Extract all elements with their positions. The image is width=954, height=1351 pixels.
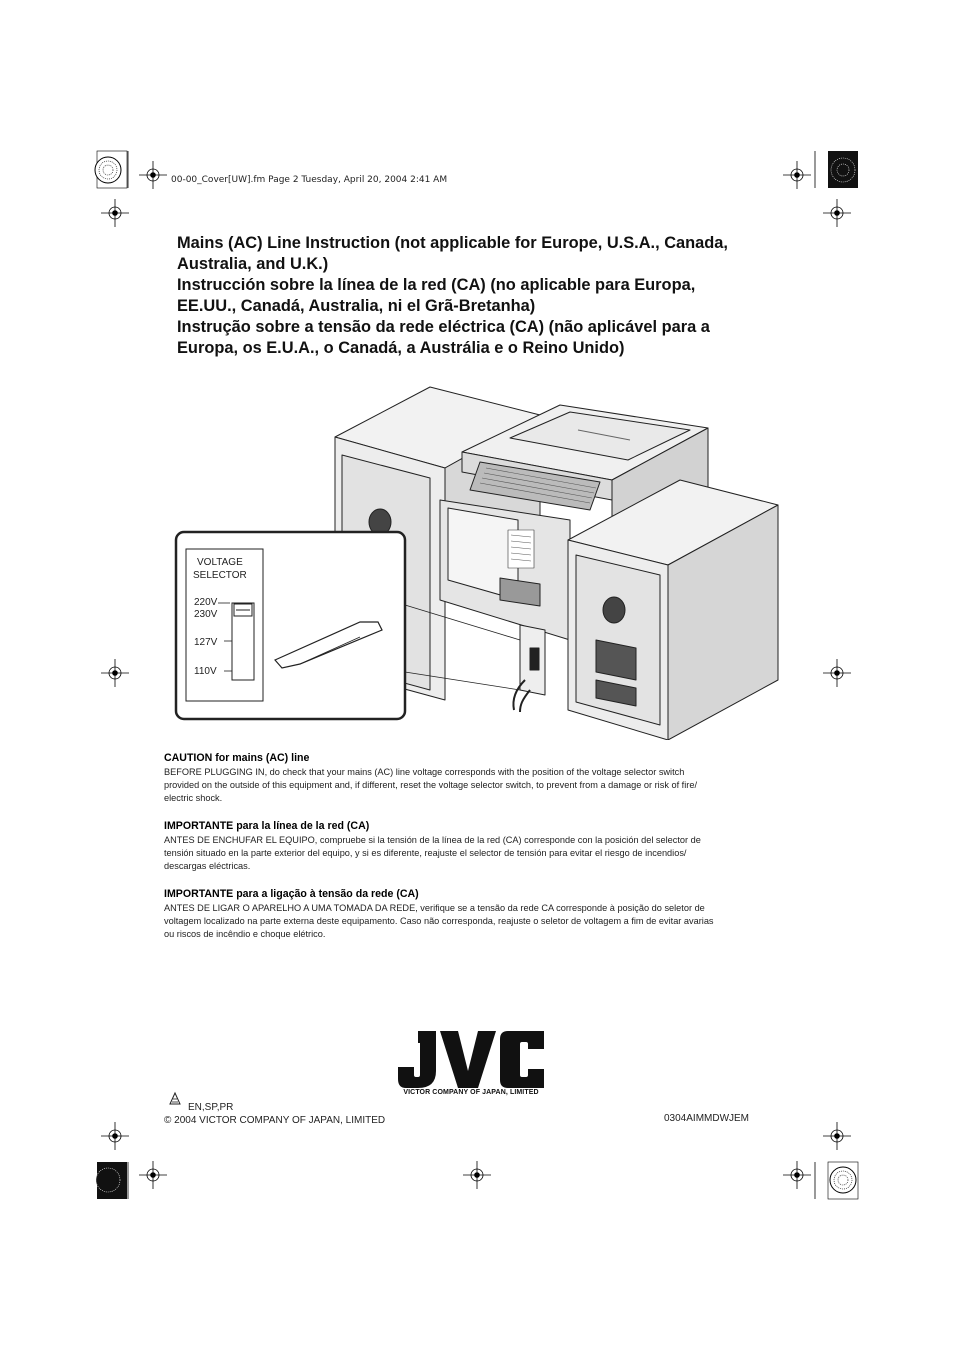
voltage-selector-label	[197, 557, 243, 568]
file-info-header: 00-00_Cover[UW].fm Page 2 Tuesday, April 20, 2004 2:41 AM	[171, 175, 448, 185]
title-line: Instrucción sobre la línea de la red (CA) (no aplicable para Europa,	[177, 276, 696, 294]
page-title	[177, 233, 817, 359]
section-line: descargas eléctricas.	[164, 861, 251, 871]
section-line: provided on the outside of this equipment and, if different, reset the voltage selector switch, to prevent from a damage or risk of fire/	[164, 780, 697, 790]
voltage-selector-label-2: SELECTOR	[193, 570, 247, 581]
title-line: Mains (AC) Line Instruction (not applicable for Europe, U.S.A., Canada,	[177, 234, 728, 252]
title-line: Instrução sobre a tensão da rede eléctrica (CA) (não aplicável para a	[177, 318, 710, 336]
voltage-220v: 220V	[194, 597, 218, 608]
title-line: Australia, and U.K.)	[177, 255, 329, 273]
voltage-110v: 110V	[194, 666, 217, 677]
logo-company-name: VICTOR COMPANY OF JAPAN, LIMITED	[403, 1089, 539, 1096]
languages-code: EN,SP,PR	[188, 1102, 234, 1113]
section-heading: CAUTION for mains (AC) line	[164, 752, 310, 764]
stereo-system-illustration	[170, 380, 790, 740]
jvc-logo	[398, 1031, 544, 1088]
copyright: © 2004 VICTOR COMPANY OF JAPAN, LIMITED	[164, 1115, 386, 1126]
recycle-icon	[167, 1091, 183, 1107]
section-line: electric shock.	[164, 793, 223, 803]
importante-pt-section	[164, 888, 794, 941]
section-line: ANTES DE ENCHUFAR EL EQUIPO, compruebe si la tensión de la línea de la red (CA) corresponde con la posición del selector de	[164, 835, 701, 845]
section-line: BEFORE PLUGGING IN, do check that your mains (AC) line voltage corresponds with the position of the voltage selector switch	[164, 767, 685, 777]
document-code: 0304AIMMDWJEM	[664, 1113, 750, 1124]
voltage-127v: 127V	[194, 637, 218, 648]
section-heading: IMPORTANTE para a ligação à tensão da rede (CA)	[164, 888, 419, 900]
voltage-230v: 230V	[194, 609, 218, 620]
label-line: VOLTAGE	[197, 557, 243, 568]
section-line: ou riscos de incêndio e choque elétrico.	[164, 929, 326, 939]
section-line: voltagem localizado na parte externa deste equipamento. Caso não corresponda, reajuste o seletor de voltagem a fim de evitar avarias	[164, 916, 714, 926]
title-line: EE.UU., Canadá, Australia, ni el Grã-Bretanha)	[177, 297, 536, 315]
section-line: tensión situado en la parte exterior del equipo, y si es diferente, reajuste el selector de tensión para evitar el riesgo de incendios/	[164, 848, 687, 858]
section-line: ANTES DE LIGAR O APARELHO A UMA TOMADA DA REDE, verifique se a tensão da rede CA corresponde à posição do seletor de	[164, 903, 705, 913]
title-line: Europa, os E.U.A., o Canadá, a Austrália e o Reino Unido)	[177, 339, 625, 357]
caution-section	[164, 752, 794, 805]
importante-es-section	[164, 820, 794, 873]
section-heading: IMPORTANTE para la línea de la red (CA)	[164, 820, 370, 832]
